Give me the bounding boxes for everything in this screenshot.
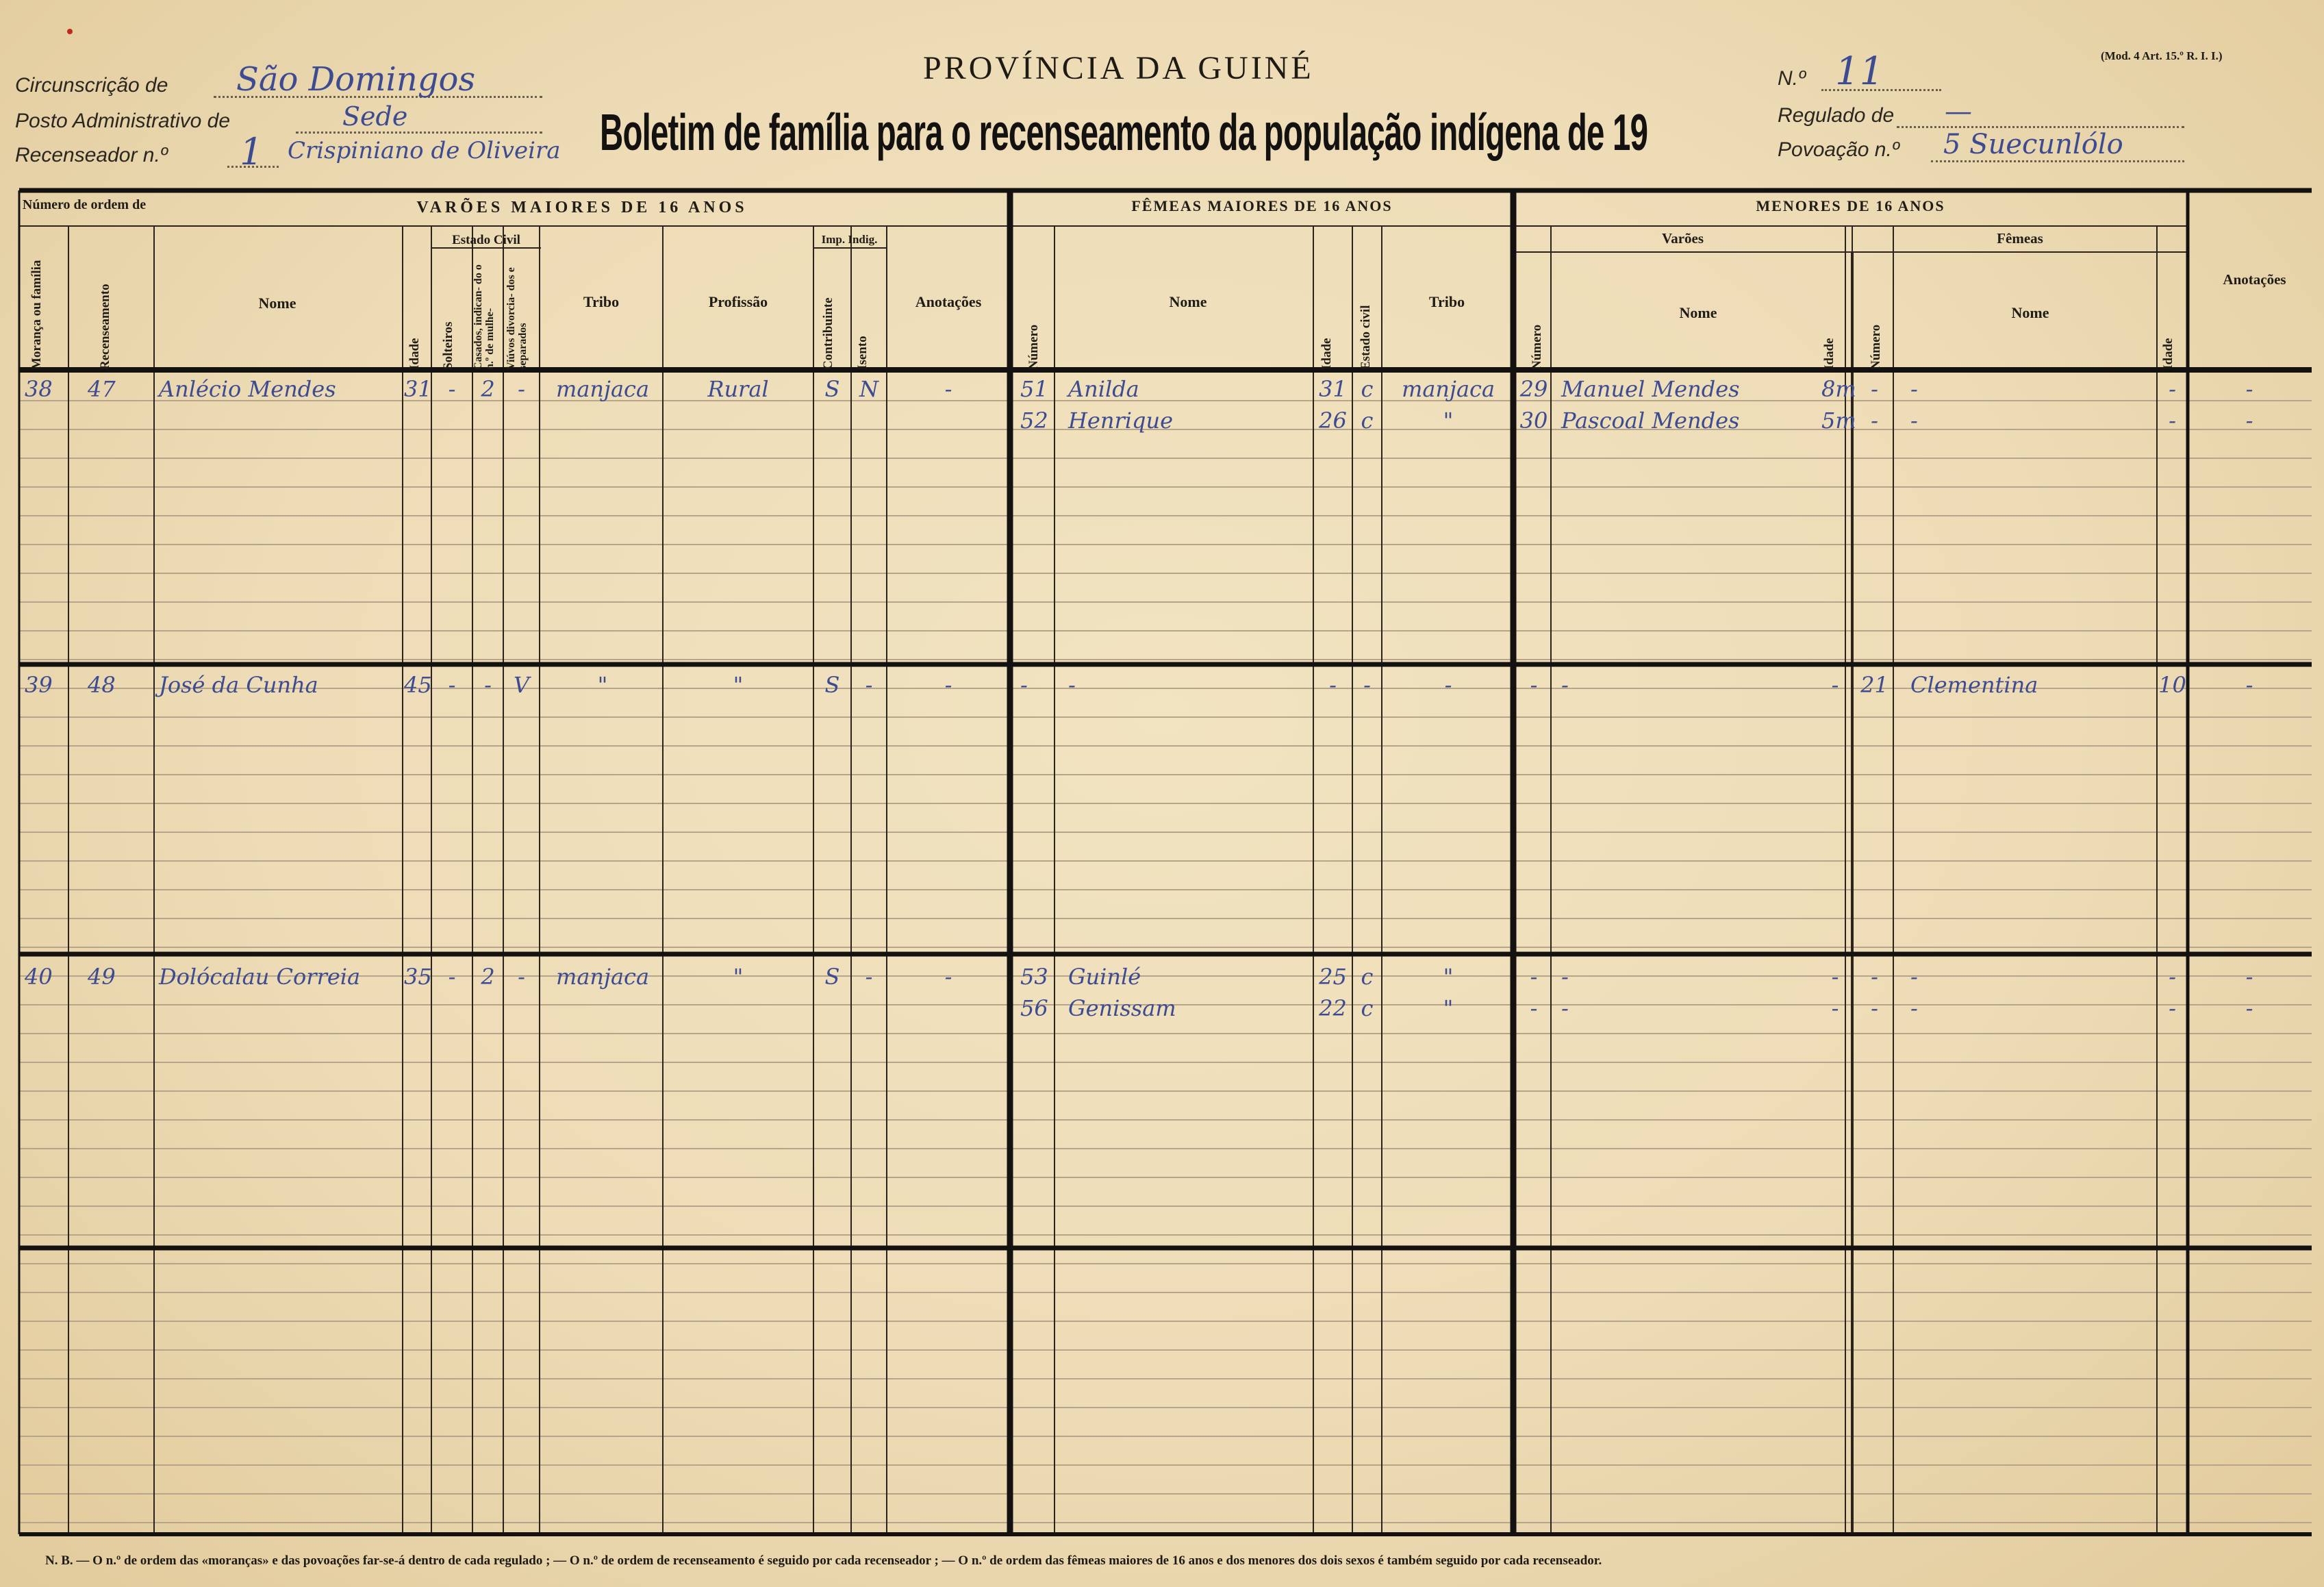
minor-female-name: Clementina: [1910, 672, 2038, 698]
recenseamento-header: Recenseamento: [98, 284, 112, 370]
final-anotacoes-header: Anotações: [2223, 271, 2286, 288]
female-age: 25: [1319, 964, 1347, 990]
posto-label: Posto Administrativo de: [15, 110, 231, 132]
profissao-header: Profissão: [708, 293, 768, 310]
femeas-estado-civil-header: Estado civil: [1359, 305, 1373, 370]
femeas-numero-header: Número: [1026, 324, 1041, 370]
minor-female-number: -: [1871, 376, 1878, 402]
recenseamento-number: 48: [88, 672, 116, 698]
model-reference: (Mod. 4 Art. 15.º R. I. I.): [2101, 49, 2223, 62]
minor-female-number: -: [1871, 408, 1878, 434]
varoes-anotacoes-header: Anotações: [915, 293, 982, 310]
minor-female-age: 10: [2158, 672, 2186, 698]
female-age: 31: [1319, 376, 1347, 402]
moranca-number: 40: [25, 964, 53, 990]
femeas-tribo-header: Tribo: [1428, 293, 1465, 310]
varoes-nome-header: Nome: [258, 295, 296, 312]
male-name: Dolócalau Correia: [159, 964, 361, 990]
menores-femeas-idade-header: Idade: [2161, 338, 2175, 370]
minor-notes: -: [2245, 672, 2253, 698]
minor-female-name: -: [1910, 408, 1918, 434]
female-civil-status: c: [1361, 964, 1374, 990]
male-solteiro: -: [448, 964, 456, 990]
minor-male-age: -: [1831, 964, 1839, 990]
minor-female-number: -: [1871, 964, 1878, 990]
contribuinte-header: Contribuinte: [821, 297, 835, 370]
regulado-label: Regulado de: [1778, 104, 1895, 127]
moranca-number: 38: [25, 376, 53, 402]
male-isento: -: [865, 964, 873, 990]
varoes-idade-header: Idade: [407, 338, 422, 370]
minor-male-age: -: [1831, 995, 1839, 1021]
estado-civil-header: Estado Civil: [452, 233, 520, 247]
female-age: 26: [1319, 408, 1347, 434]
male-casados: -: [484, 672, 492, 698]
male-age: 35: [404, 964, 432, 990]
recenseador-name: Crispiniano de Oliveira: [288, 137, 561, 164]
minor-male-number: -: [1530, 995, 1538, 1021]
footer-note: N. B. — O n.º de ordem das «moranças» e das povoações far-se-á dentro de cada regulado ; — O n.º de ordem de recenseamento é seguido por cada recenseador ; — O n.º de ordem das fêmeas maiores de 16 anos e dos menores dos dois sexos é também seguido por cada recenseador.: [45, 1553, 1602, 1568]
male-casados: 2: [481, 376, 495, 402]
male-profession: ": [733, 672, 744, 698]
female-number: 53: [1020, 964, 1048, 990]
recenseador-label: Recenseador n.º: [15, 144, 168, 166]
female-tribe: ": [1443, 408, 1454, 434]
minor-male-number: 29: [1519, 376, 1548, 402]
moranca-header: Morança ou família: [29, 260, 44, 370]
recenseamento-number: 49: [88, 964, 116, 990]
minor-male-age: 5m: [1821, 408, 1856, 434]
female-age: 22: [1319, 995, 1347, 1021]
minor-female-age: -: [2169, 408, 2176, 434]
minor-notes: -: [2245, 964, 2253, 990]
minor-female-age: -: [2169, 376, 2176, 402]
solteiros-header: Solteiros: [441, 321, 455, 370]
male-age: 31: [404, 376, 432, 402]
minor-female-number: -: [1871, 995, 1878, 1021]
viuvos-header: Viúvos divorcia- dos e separados: [505, 267, 529, 370]
female-number: 51: [1020, 376, 1048, 402]
male-viuvo: -: [518, 964, 525, 990]
male-profession: Rural: [707, 376, 769, 402]
menores-femeas-numero-header: Número: [1869, 324, 1883, 370]
minor-male-age: -: [1831, 672, 1839, 698]
menores-varoes-idade-header: Idade: [1822, 338, 1836, 370]
minor-male-number: -: [1530, 964, 1538, 990]
menores-varoes-nome-header: Nome: [1679, 304, 1717, 321]
minor-male-name: -: [1561, 964, 1569, 990]
minor-male-age: 8m: [1821, 376, 1856, 402]
minor-male-name: -: [1561, 672, 1569, 698]
female-number: 52: [1020, 408, 1048, 434]
minor-female-age: -: [2169, 964, 2176, 990]
circunscricao-label: Circunscrição de: [15, 74, 168, 97]
minor-notes: -: [2245, 408, 2253, 434]
numero-label: N.º: [1778, 67, 1806, 90]
male-notes: -: [944, 376, 952, 402]
imp-indig-header: Imp. Indig.: [821, 233, 878, 246]
femeas-group-header: FÊMEAS MAIORES DE 16 ANOS: [1131, 197, 1393, 214]
minor-notes: -: [2245, 376, 2253, 402]
female-tribe: ": [1443, 964, 1454, 990]
povoacao-label: Povoação n.º: [1778, 138, 1899, 161]
male-profession: ": [733, 964, 744, 990]
male-viuvo: -: [518, 376, 525, 402]
moranca-number: 39: [25, 672, 53, 698]
minor-female-name: -: [1910, 995, 1918, 1021]
male-age: 45: [404, 672, 432, 698]
male-contribuinte: S: [824, 672, 840, 698]
female-name: -: [1068, 672, 1076, 698]
female-tribe: manjaca: [1401, 376, 1495, 402]
male-contribuinte: S: [824, 964, 840, 990]
male-solteiro: -: [448, 672, 456, 698]
male-isento: N: [859, 376, 879, 402]
province-title: PROVÍNCIA DA GUINÉ: [923, 50, 1314, 86]
numero-ordem-header: Número de ordem de: [22, 197, 147, 212]
male-tribe: manjaca: [555, 964, 650, 990]
male-tribe: ": [597, 672, 608, 698]
femeas-idade-header: Idade: [1319, 338, 1334, 370]
female-civil-status: c: [1361, 408, 1374, 434]
menores-femeas-header: Fêmeas: [1997, 230, 2043, 247]
female-tribe: ": [1443, 995, 1454, 1021]
female-civil-status: c: [1361, 995, 1374, 1021]
minor-female-name: -: [1910, 964, 1918, 990]
female-age: -: [1329, 672, 1337, 698]
minor-notes: -: [2245, 995, 2253, 1021]
female-name: Guinlé: [1068, 964, 1141, 990]
recenseador-value: 1: [240, 130, 264, 173]
varoes-group-header: VARÕES MAIORES DE 16 ANOS: [416, 199, 748, 216]
minor-male-number: -: [1530, 672, 1538, 698]
minor-female-age: -: [2169, 995, 2176, 1021]
male-isento: -: [865, 672, 873, 698]
menores-femeas-nome-header: Nome: [2011, 304, 2049, 321]
female-number: -: [1020, 672, 1028, 698]
menores-varoes-numero-header: Número: [1530, 324, 1544, 370]
regulado-value: —: [1945, 96, 1972, 127]
male-notes: -: [944, 964, 952, 990]
male-casados: 2: [481, 964, 495, 990]
circunscricao-value: São Domingos: [236, 60, 476, 99]
numero-value: 11: [1835, 49, 1884, 94]
female-tribe: -: [1444, 672, 1452, 698]
female-name: Anilda: [1068, 376, 1139, 402]
male-viuvo: V: [513, 672, 530, 698]
femeas-nome-header: Nome: [1169, 293, 1207, 310]
male-name: Anlécio Mendes: [159, 376, 336, 402]
female-civil-status: -: [1363, 672, 1371, 698]
male-solteiro: -: [448, 376, 456, 402]
minor-male-number: 30: [1519, 408, 1548, 434]
casados-header: Casados, indican- do o n.º de mulhe-: [472, 264, 496, 370]
female-name: Henrique: [1068, 408, 1174, 434]
povoacao-value: 5 Suecunlólo: [1943, 129, 2123, 160]
minor-female-name: -: [1910, 376, 1918, 402]
menores-group-header: MENORES DE 16 ANOS: [1756, 197, 1945, 214]
posto-value: Sede: [342, 101, 408, 132]
recenseamento-number: 47: [88, 376, 116, 402]
form-title: Boletim de família para o recenseamento da população indígena de 19: [600, 103, 1648, 161]
female-number: 56: [1020, 995, 1048, 1021]
male-tribe: manjaca: [555, 376, 650, 402]
minor-male-name: Pascoal Mendes: [1561, 408, 1740, 434]
male-name: José da Cunha: [159, 672, 318, 698]
isento-header: Isento: [855, 336, 870, 370]
menores-varoes-header: Varões: [1661, 230, 1704, 247]
female-civil-status: c: [1361, 376, 1374, 402]
varoes-tribo-header: Tribo: [583, 293, 620, 310]
minor-female-number: 21: [1860, 672, 1889, 698]
female-name: Genissam: [1068, 995, 1176, 1021]
male-notes: -: [944, 672, 952, 698]
male-contribuinte: S: [824, 376, 840, 402]
minor-male-name: Manuel Mendes: [1561, 376, 1740, 402]
minor-male-name: -: [1561, 995, 1569, 1021]
